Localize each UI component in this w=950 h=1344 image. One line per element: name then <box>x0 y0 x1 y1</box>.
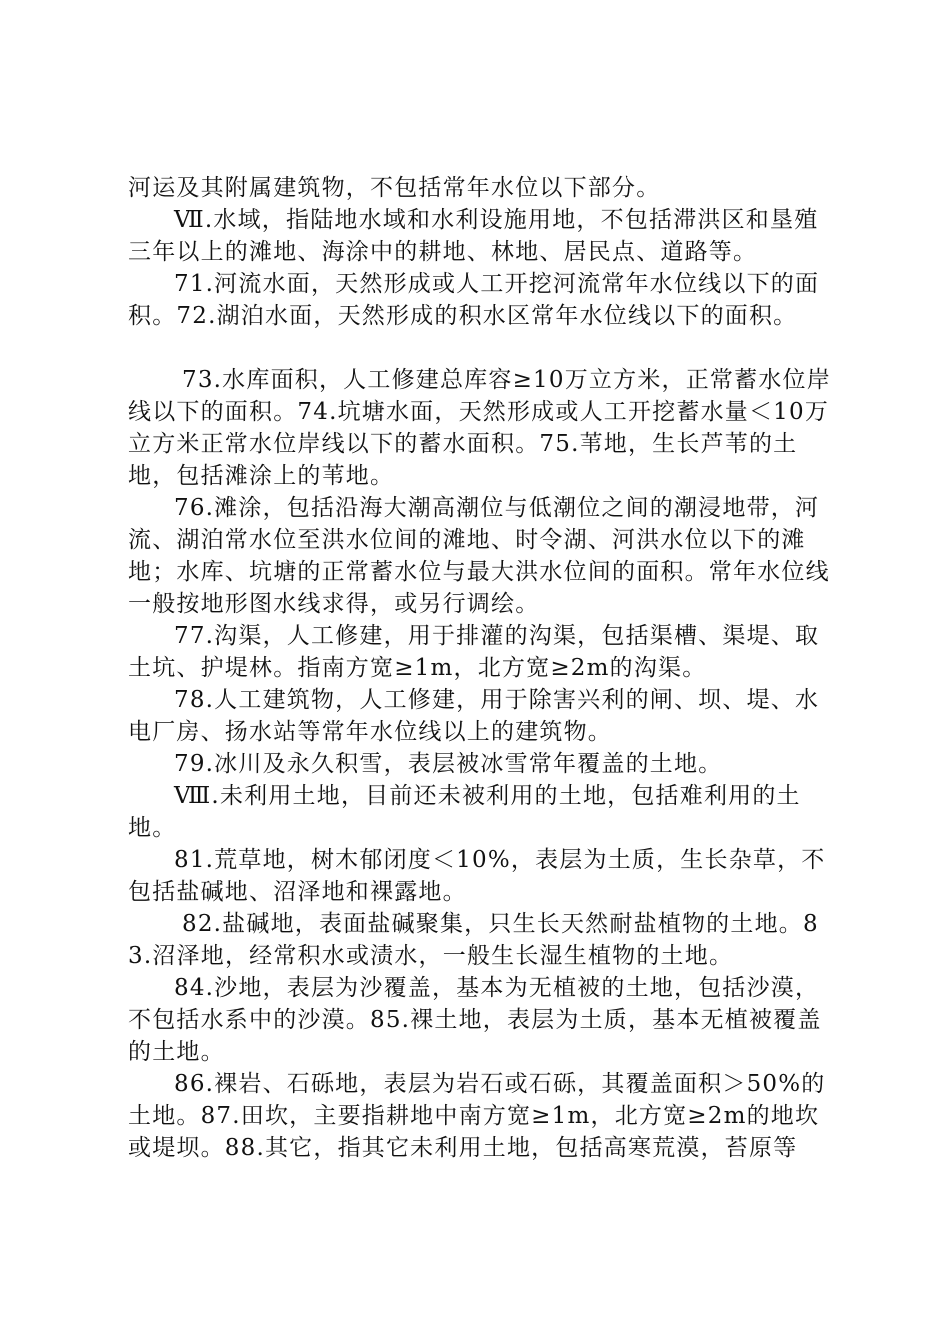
paragraph-12: 84.沙地，表层为沙覆盖，基本为无植被的土地，包括沙漠，不包括水系中的沙漠。85.裸土地，表层为土质，基本无植被覆盖的土地。 <box>128 975 822 1065</box>
paragraph-4: 73.水库面积，人工修建总库容≥10万立方米，正常蓄水位岸线以下的面积。74.坑塘水面，天然形成或人工开挖蓄水量＜10万立方米正常水位岸线以下的蓄水面积。75.苇地，生长芦苇的土地，包括滩涂上的苇地。 <box>128 367 831 489</box>
paragraph-11: 82.盐碱地，表面盐碱聚集，只生长天然耐盐植物的土地。83.沼泽地，经常积水或渍水，一般生长湿生植物的土地。 <box>128 911 819 969</box>
paragraph-8: 79.冰川及永久积雪，表层被冰雪常年覆盖的土地。 <box>174 751 723 777</box>
paragraph-gap <box>128 332 840 364</box>
paragraph-2: Ⅶ.水域，指陆地水域和水利设施用地，不包括滞洪区和垦殖三年以上的滩地、海涂中的耕地、林地、居民点、道路等。 <box>128 207 819 265</box>
paragraph-5: 76.滩涂，包括沿海大潮高潮位与低潮位之间的潮浸地带，河流、湖泊常水位至洪水位间的滩地、时令湖、河洪水位以下的滩地；水库、坑塘的正常蓄水位与最大洪水位间的面积。常年水位线一般按地形图水线求得，或另行调绘。 <box>128 495 830 617</box>
paragraph-7: 78.人工建筑物，人工修建，用于除害兴利的闸、坝、堤、水电厂房、扬水站等常年水位线以上的建筑物。 <box>128 687 820 745</box>
paragraph-1: 河运及其附属建筑物，不包括常年水位以下部分。 <box>128 175 661 201</box>
paragraph-13: 86.裸岩、石砾地，表层为岩石或石砾，其覆盖面积＞50%的土地。87.田坎，主要指耕地中南方宽≥1m，北方宽≥2m的地坎或堤坝。88.其它，指其它未利用土地，包括高寒荒漠，苔原等 <box>128 1071 826 1161</box>
paragraph-3: 71.河流水面，天然形成或人工开挖河流常年水位线以下的面积。72.湖泊水面，天然形成的积水区常年水位线以下的面积。 <box>128 271 820 329</box>
paragraph-6: 77.沟渠，人工修建，用于排灌的沟渠，包括渠槽、渠堤、取土坑、护堤林。指南方宽≥1m，北方宽≥2m的沟渠。 <box>128 623 820 681</box>
paragraph-9: Ⅷ.未利用土地，目前还未被利用的土地，包括难利用的土地。 <box>128 783 801 841</box>
document-body <box>128 172 840 1164</box>
paragraph-10: 81.荒草地，树木郁闭度＜10%，表层为土质，生长杂草，不包括盐碱地、沼泽地和裸露地。 <box>128 847 826 905</box>
